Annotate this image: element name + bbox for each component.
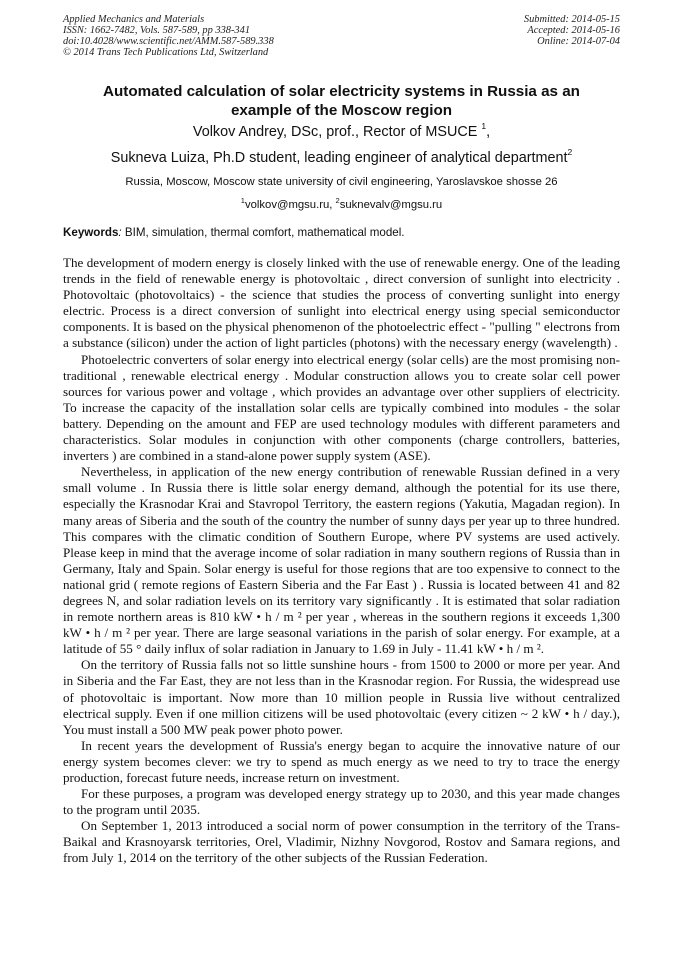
publication-header [63, 14, 620, 58]
author-1-affiliation-mark: 1 [481, 121, 487, 131]
keywords-list: BIM, simulation, thermal comfort, mathematical model. [124, 226, 405, 239]
body-paragraph-3: Nevertheless, in application of the new energy contribution of renewable Russian defined in a very small volume . In Russia there is little solar energy demand, although the potential for its use there, especially the Krasnodar Krai and Stavropol Territory, the eastern regions (Yakutia, Magadan region). In many areas of Siberia and the south of the country the number of sunny days per year up to three hundred. This compares with the climatic condition of Southern Europe, where PV systems are used actively. Please keep in mind that the average income of solar radiation in many southern regions of Russia than in Germany, Italy and Spain. Solar energy is useful for those regions that are too expensive to connect to the national grid ( remote regions of Eastern Siberia and the Far East ) . Russia is located between 41 and 82 degrees N, and solar radiation levels on its territory vary significantly . It is estimated that solar radiation in remote northern areas is 810 kW • h / m ² per year , whereas in the southern regions it exceeds 1,300 kW • h / m ² per year. There are large seasonal variations in the parish of solar energy. For example, at a latitude of 55 ° daily influx of solar radiation in January to 1.69 in July - 11.41 kW • h / m ². [63, 464, 620, 657]
body-paragraph-2: Photoelectric converters of solar energy into electrical energy (solar cells) are the most promising non-traditional , renewable electrical energy . Modular construction allows you to create solar cell power sources for various power and voltage , which provides an advantage over other suppliers of electricity. To increase the capacity of the installation solar cells are typically combined into modules - the solar battery. Depending on the amount and FEP are used technology modules with different parameters and characteristics. Solar modules in conjunction with other components (charge controllers, batteries, inverters ) are combined in a stand-alone power supply system (ASE). [63, 351, 620, 464]
body-paragraph-6: For these purposes, a program was developed energy strategy up to 2030, and this year made changes to the program until 2035. [63, 786, 620, 818]
body-paragraph-4: On the territory of Russia falls not so little sunshine hours - from 1500 to 2000 or more per year. And in Siberia and the Far East, they are not less than in the Krasnodar region. For Russia, the widespread use of photovoltaic is important. Now more than 10 million people in Russia live without centralized electrical supply. Even if one million citizens will be used photovoltaic (every citizen ~ 2 kW • h / day.), You must install a 500 MW peak power photo power. [63, 657, 620, 737]
body-paragraph-5: In recent years the development of Russia's energy began to acquire the innovative nature of our energy system becomes clever: we try to spend as much energy as we need to try to trace the energy production, forecast future needs, increase return on investment. [63, 737, 620, 785]
journal-name: Applied Mechanics and Materials [63, 14, 205, 25]
email-1[interactable]: volkov@mgsu.ru, [244, 199, 336, 211]
body-paragraph-1: The development of modern energy is closely linked with the use of renewable energy. One of the leading trends in the field of renewable energy is photovoltaic , direct conversion of sunlight into electricity . Photovoltaic (photovoltaics) - the science that studies the process of converting sunlight into energy electric. Process is a direct conversion of sunlight into electrical energy using special semiconductor components. It is based on the physical phenomenon of the photoelectric effect - "pulling " electrons from a substance (silicon) under the action of light particles (photons) with the necessary energy (wavelength) . [63, 255, 620, 351]
paper-body [63, 255, 620, 867]
author-2 [63, 147, 620, 167]
paper-page [63, 14, 620, 867]
title-line-1: Automated calculation of solar electricity systems in Russia as an [103, 83, 580, 100]
author-1-name: Volkov Andrey, DSc, prof., Rector of MSUCE [192, 124, 482, 140]
email-2-mark: 2 [335, 196, 340, 205]
online-date: Online: 2014-07-04 [537, 36, 620, 47]
affiliation: Russia, Moscow, Moscow state university of civil engineering, Yaroslavskoe shosse 26 [125, 176, 558, 188]
issn-line: ISSN: 1662-7482, Vols. 587-589, pp 338-341 [63, 25, 251, 36]
title-line-2: example of the Moscow region [230, 102, 453, 119]
journal-info [63, 14, 274, 58]
author-2-name: Sukneva Luiza, Ph.D student, leading engineer of analytical department [110, 150, 568, 166]
email-1-mark: 1 [240, 196, 245, 205]
body-paragraph-7: On September 1, 2013 introduced a social norm of power consumption in the territory of the Trans-Baikal and Krasnoyarsk territories, Orel, Vladimir, Nizhny Novgorod, Rostov and Samara regions, and from July 1, 2014 on the territory of the other subjects of the Russian Federation. [63, 818, 620, 866]
author-2-affiliation-mark: 2 [567, 147, 573, 157]
keywords-label: Keywords [63, 226, 119, 239]
doi-line: doi:10.4028/www.scientific.net/AMM.587-589.338 [63, 36, 274, 47]
author-1 [63, 121, 620, 141]
copyright-line: © 2014 Trans Tech Publications Ltd, Switzerland [63, 47, 269, 58]
author-1-trail: , [486, 124, 491, 140]
paper-title [63, 82, 620, 120]
keywords-separator: : [118, 226, 125, 239]
email-2[interactable]: suknevalv@mgsu.ru [339, 199, 443, 211]
author-emails [63, 198, 620, 212]
submitted-date: Submitted: 2014-05-15 [523, 14, 620, 25]
accepted-date: Accepted: 2014-05-16 [527, 25, 620, 36]
keywords [63, 226, 620, 240]
publication-dates [524, 14, 620, 58]
